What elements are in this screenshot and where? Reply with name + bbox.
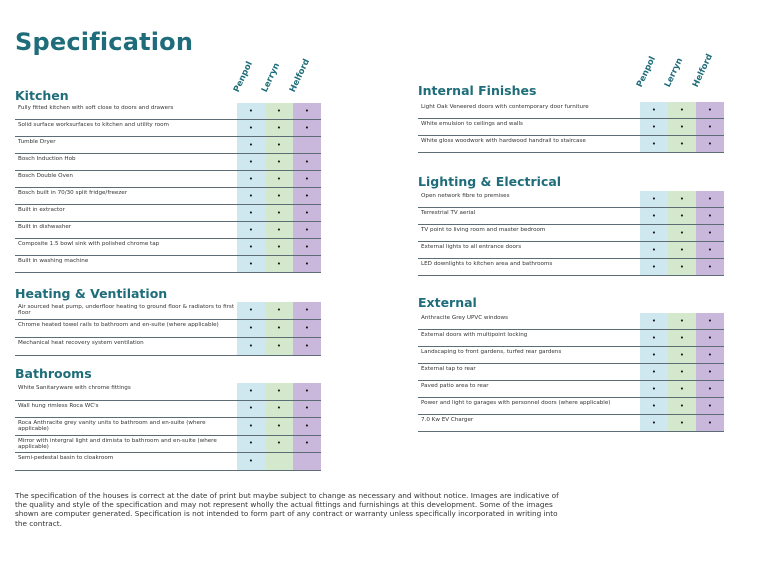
section-title: Lighting & Electrical [418, 174, 562, 189]
cell-helford: • [696, 208, 724, 224]
row-label: Bosch Induction Hob [18, 156, 76, 162]
cell-lerryn: • [668, 102, 696, 118]
row-label: Landscaping to front gardens, turfed rear gardens [421, 349, 562, 355]
row-label: Open network fibre to premises [421, 193, 510, 199]
cell-penpol: • [640, 330, 668, 346]
cell-penpol: • [237, 338, 265, 355]
cell-penpol: • [640, 208, 668, 224]
column-header-penpol [634, 53, 668, 93]
cell-penpol: • [640, 259, 668, 275]
row-label: Anthracite Grey UPVC windows [421, 315, 509, 321]
cell-penpol: • [640, 136, 668, 152]
cell-helford: • [293, 383, 321, 400]
cell-penpol: • [237, 171, 265, 187]
row-label: Semi-pedestal basin to cloakroom [18, 455, 114, 461]
table-row [418, 191, 724, 208]
cell-penpol: • [237, 418, 265, 435]
cell-helford: • [696, 119, 724, 135]
table-row [15, 171, 321, 188]
row-label: External doors with multipoint locking [421, 332, 528, 338]
cell-penpol: • [640, 102, 668, 118]
table-row [15, 401, 321, 419]
row-label: Power and light to garages with personnel doors (where applicable) [421, 400, 611, 406]
cell-penpol: • [237, 154, 265, 170]
row-label: Bosch Double Oven [18, 173, 73, 179]
section-title: Internal Finishes [418, 83, 537, 98]
row-label: White emulsion to ceilings and walls [421, 121, 523, 127]
cell-helford: • [696, 415, 724, 431]
spec-table [15, 103, 321, 273]
cell-helford: • [696, 136, 724, 152]
cell-helford: • [293, 171, 321, 187]
cell-helford: • [293, 222, 321, 238]
column-header-label: Helford [287, 57, 313, 94]
section-title: Kitchen [15, 88, 69, 103]
row-label: Composite 1.5 bowl sink with polished chrome tap [18, 241, 160, 247]
column-header-lerryn [259, 58, 293, 98]
cell-lerryn: • [668, 242, 696, 258]
cell-lerryn: • [668, 225, 696, 241]
table-row [15, 120, 321, 137]
row-label: External tap to rear [421, 366, 476, 372]
column-header-label: Lerryn [662, 56, 686, 89]
cell-penpol: • [640, 191, 668, 207]
cell-penpol: • [237, 401, 265, 418]
cell-penpol: • [237, 453, 265, 470]
column-header-label: Helford [690, 52, 716, 89]
cell-lerryn: • [265, 320, 293, 337]
table-row [15, 256, 321, 273]
cell-helford: • [696, 330, 724, 346]
column-header-label: Penpol [634, 54, 658, 89]
cell-penpol: • [640, 225, 668, 241]
cell-helford: • [293, 188, 321, 204]
column-header-lerryn [662, 53, 696, 93]
cell-lerryn: • [668, 119, 696, 135]
cell-helford: • [696, 398, 724, 414]
row-label: External lights to all entrance doors [421, 244, 522, 250]
cell-penpol: • [640, 415, 668, 431]
cell-penpol: • [237, 222, 265, 238]
cell-penpol: • [237, 383, 265, 400]
cell-helford: • [293, 120, 321, 136]
table-row [418, 347, 724, 364]
cell-helford: • [696, 242, 724, 258]
cell-helford: • [696, 381, 724, 397]
cell-lerryn: • [265, 154, 293, 170]
table-row [418, 415, 724, 432]
cell-penpol: • [237, 320, 265, 337]
cell-lerryn [265, 453, 293, 470]
cell-penpol: • [640, 313, 668, 329]
cell-helford [293, 137, 321, 153]
cell-lerryn: • [668, 347, 696, 363]
cell-penpol: • [640, 364, 668, 380]
row-label: Mechanical heat recovery system ventilation [18, 340, 144, 346]
column-header-label: Penpol [231, 59, 255, 94]
table-row [15, 453, 321, 471]
cell-lerryn: • [265, 171, 293, 187]
row-label: Fully fitted kitchen with soft close to doors and drawers [18, 105, 174, 111]
table-row [418, 381, 724, 398]
row-label: LED downlights to kitchen area and bathrooms [421, 261, 553, 267]
table-row [418, 330, 724, 347]
cell-lerryn: • [265, 338, 293, 355]
cell-penpol: • [640, 242, 668, 258]
row-label: Tumble Dryer [18, 139, 56, 145]
cell-lerryn: • [265, 120, 293, 136]
cell-penpol: • [237, 239, 265, 255]
cell-penpol: • [237, 137, 265, 153]
cell-lerryn: • [265, 401, 293, 418]
spec-table [15, 302, 321, 356]
table-row [15, 154, 321, 171]
table-row [15, 137, 321, 154]
cell-penpol: • [237, 205, 265, 221]
cell-lerryn: • [265, 256, 293, 272]
cell-lerryn: • [668, 398, 696, 414]
row-label: Terrestrial TV aerial [421, 210, 476, 216]
section-title: External [418, 295, 477, 310]
table-row [418, 119, 724, 136]
table-row [15, 103, 321, 120]
table-row [15, 302, 321, 320]
cell-penpol: • [640, 381, 668, 397]
cell-lerryn: • [265, 222, 293, 238]
cell-lerryn: • [668, 364, 696, 380]
row-label: Bosch built in 70/30 split fridge/freezer [18, 190, 128, 196]
cell-lerryn: • [668, 415, 696, 431]
section-title: Bathrooms [15, 366, 92, 381]
cell-helford: • [293, 320, 321, 337]
cell-lerryn: • [265, 436, 293, 453]
row-label: 7.0 Kw EV Charger [421, 417, 474, 423]
cell-helford: • [293, 205, 321, 221]
cell-lerryn: • [265, 418, 293, 435]
cell-lerryn: • [265, 383, 293, 400]
table-row [15, 436, 321, 454]
cell-helford: • [293, 401, 321, 418]
row-label: Solid surface worksurfaces to kitchen and utility room [18, 122, 169, 128]
cell-lerryn: • [668, 136, 696, 152]
table-row [15, 222, 321, 239]
row-label: Paved patio area to rear [421, 383, 489, 389]
column-header-penpol [231, 58, 265, 98]
table-row [15, 205, 321, 222]
row-label: Roca Anthracite grey vanity units to bathroom and en-suite (where applicable) [18, 420, 206, 433]
disclaimer-text: The specification of the houses is correct at the date of print but maybe subject to change as necessary and without notice. Images are indicative of the quality and style of the specification and may not represent wholly the actual fittings and furnishings at this development. Some of the images shown are computer generated. Specification is not intended to form part of any contract or warranty unless specifically incorporated in writing into the contract. [15, 491, 559, 528]
table-row [15, 188, 321, 205]
cell-lerryn: • [668, 313, 696, 329]
row-label: Built in dishwasher [18, 224, 72, 230]
table-row [418, 242, 724, 259]
cell-lerryn: • [668, 208, 696, 224]
cell-helford [293, 453, 321, 470]
table-row [15, 320, 321, 338]
cell-lerryn: • [265, 205, 293, 221]
cell-helford: • [293, 302, 321, 319]
cell-lerryn: • [668, 330, 696, 346]
cell-lerryn: • [668, 381, 696, 397]
row-label: Built in washing machine [18, 258, 89, 264]
row-label: Chrome heated towel rails to bathroom and en-suite (where applicable) [18, 322, 219, 328]
cell-helford: • [696, 225, 724, 241]
table-row [15, 418, 321, 436]
table-row [15, 338, 321, 356]
table-row [418, 225, 724, 242]
cell-lerryn: • [668, 191, 696, 207]
cell-helford: • [696, 102, 724, 118]
table-row [418, 259, 724, 276]
column-header-label: Lerryn [259, 61, 283, 94]
row-label: White Sanitaryware with chrome fittings [18, 385, 131, 391]
cell-helford: • [293, 436, 321, 453]
cell-penpol: • [237, 188, 265, 204]
spec-table [15, 383, 321, 471]
table-row [418, 102, 724, 119]
cell-helford: • [696, 313, 724, 329]
cell-helford: • [696, 259, 724, 275]
spec-table [418, 191, 724, 276]
cell-lerryn: • [265, 302, 293, 319]
table-row [418, 364, 724, 381]
cell-helford: • [696, 347, 724, 363]
table-row [418, 208, 724, 225]
cell-helford: • [696, 364, 724, 380]
cell-helford: • [293, 103, 321, 119]
cell-penpol: • [237, 120, 265, 136]
table-row [418, 136, 724, 153]
row-label: White gloss woodwork with hardwood handrail to staircase [421, 138, 586, 144]
row-label: Built in extractor [18, 207, 65, 213]
spec-table [418, 102, 724, 153]
cell-penpol: • [640, 119, 668, 135]
cell-penpol: • [640, 398, 668, 414]
row-label: Light Oak Veneered doors with contemporary door furniture [421, 104, 589, 110]
cell-lerryn: • [265, 239, 293, 255]
cell-lerryn: • [668, 259, 696, 275]
row-label: Mirror with intergral light and dimista to bathroom and en-suite (where applicable) [18, 437, 217, 450]
row-label: Wall hung rimless Roca WC's [18, 402, 99, 409]
table-row [418, 398, 724, 415]
table-row [15, 239, 321, 256]
page-title: Specification [15, 28, 194, 56]
cell-helford: • [293, 418, 321, 435]
section-title: Heating & Ventilation [15, 286, 168, 301]
column-header-helford [690, 52, 724, 93]
cell-helford: • [696, 191, 724, 207]
cell-penpol: • [237, 436, 265, 453]
cell-penpol: • [237, 256, 265, 272]
column-header-helford [287, 57, 321, 98]
table-row [418, 313, 724, 330]
cell-penpol: • [237, 302, 265, 319]
cell-lerryn: • [265, 137, 293, 153]
spec-table [418, 313, 724, 432]
cell-lerryn: • [265, 188, 293, 204]
table-row [15, 383, 321, 401]
cell-helford: • [293, 154, 321, 170]
cell-penpol: • [237, 103, 265, 119]
cell-lerryn: • [265, 103, 293, 119]
row-label: Air sourced heat pump, underfloor heating to ground floor & radiators to first floor [18, 304, 235, 317]
cell-helford: • [293, 338, 321, 355]
row-label: TV point to living room and master bedroom [421, 227, 546, 233]
cell-helford: • [293, 239, 321, 255]
cell-helford: • [293, 256, 321, 272]
cell-penpol: • [640, 347, 668, 363]
